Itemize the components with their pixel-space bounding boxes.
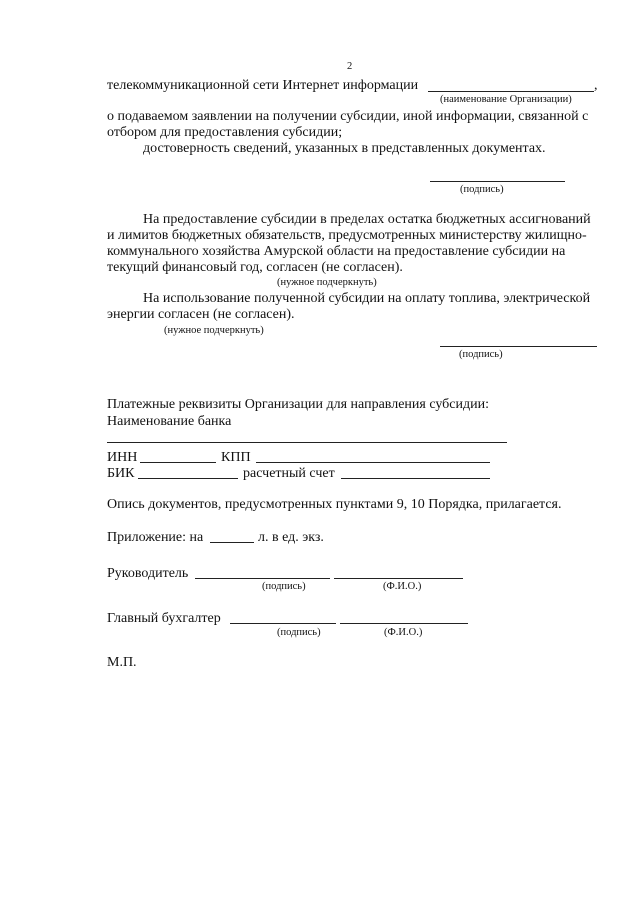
- org-name-line: [428, 91, 594, 92]
- inn-label: ИНН: [107, 450, 138, 465]
- inventory-text: Опись документов, предусмотренных пунктами 9, 10 Порядка, прилагается.: [107, 497, 562, 512]
- requisites-title: Платежные реквизиты Организации для направления субсидии:: [107, 397, 489, 412]
- accountant-name-line: [340, 623, 468, 624]
- org-name-caption: (наименование Организации): [440, 94, 572, 105]
- bik-label: БИК: [107, 466, 135, 481]
- stamp-place: М.П.: [107, 655, 137, 670]
- underline-note-1: (нужное подчеркнуть): [277, 277, 377, 288]
- paragraph-1-line-1: На предоставление субсидии в пределах остатка бюджетных ассигнований: [143, 212, 591, 227]
- head-signature-caption: (подпись): [262, 581, 306, 592]
- inn-line: [140, 462, 216, 463]
- appendix-pages-line: [210, 542, 254, 543]
- text-line-3: отбором для предоставления субсидии;: [107, 125, 343, 140]
- page-number: 2: [347, 61, 353, 72]
- head-name-caption: (Ф.И.О.): [383, 581, 422, 592]
- head-name-line: [334, 578, 463, 579]
- accountant-signature-caption: (подпись): [277, 627, 321, 638]
- signature-line-1: [430, 181, 565, 182]
- kpp-label: КПП: [221, 450, 251, 465]
- text-line-2: о подаваемом заявлении на получении субсидии, иной информации, связанной с: [107, 109, 589, 124]
- bik-line: [138, 478, 238, 479]
- signature-caption-1: (подпись): [460, 184, 504, 195]
- accountant-signature-line: [230, 623, 336, 624]
- accountant-label: Главный бухгалтер: [107, 611, 221, 626]
- kpp-line: [256, 462, 490, 463]
- head-signature-line: [195, 578, 330, 579]
- comma: ,: [594, 78, 598, 93]
- paragraph-1-line-4: текущий финансовый год, согласен (не согласен).: [107, 260, 403, 275]
- account-label: расчетный счет: [243, 466, 335, 481]
- text-line-1: телекоммуникационной сети Интернет информации: [107, 78, 419, 93]
- head-label: Руководитель: [107, 566, 189, 581]
- signature-line-2: [440, 346, 597, 347]
- bank-name-line: [107, 442, 507, 443]
- paragraph-1-line-3: коммунального хозяйства Амурской области на предоставление субсидии на: [107, 244, 566, 259]
- accountant-name-caption: (Ф.И.О.): [384, 627, 423, 638]
- text-line-4: достоверность сведений, указанных в представленных документах.: [143, 141, 546, 156]
- account-line: [341, 478, 490, 479]
- paragraph-2-line-2: энергии согласен (не согласен).: [107, 307, 295, 322]
- signature-caption-2: (подпись): [459, 349, 503, 360]
- appendix-prefix: Приложение: на: [107, 530, 204, 545]
- bank-name-label: Наименование банка: [107, 414, 232, 429]
- paragraph-2-line-1: На использование полученной субсидии на оплату топлива, электрической: [143, 291, 591, 306]
- appendix-suffix: л. в ед. экз.: [258, 530, 324, 545]
- underline-note-2: (нужное подчеркнуть): [164, 325, 264, 336]
- paragraph-1-line-2: и лимитов бюджетных обязательств, предусмотренных министерству жилищно-: [107, 228, 587, 243]
